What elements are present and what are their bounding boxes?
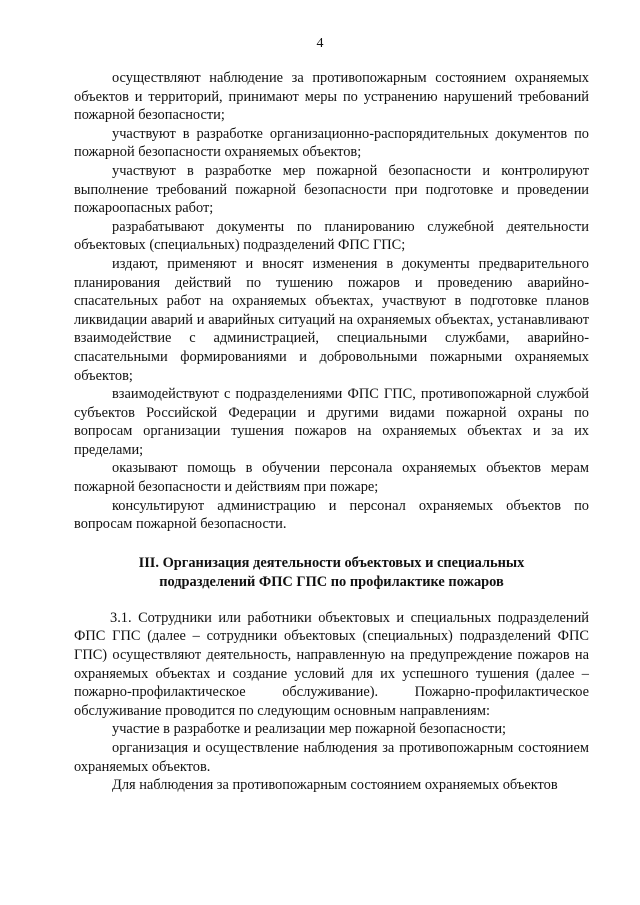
paragraph-organization: организация и осуществление наблюдения за противопожарным состоянием охраняемых объектов. — [74, 740, 589, 775]
paragraph-training-help: оказывают помощь в обучении персонала охраняемых объектов мерам пожарной безопасности и действиям при пожаре; — [74, 460, 589, 496]
paragraph-observation: осуществляют наблюдение за противопожарным состоянием охраняемых объектов и территорий, принимают меры по устранению нарушений требований пожарной безопасности; — [74, 70, 589, 124]
paragraph-3-1: 3.1. Сотрудники или работники объектовых и специальных подразделений ФПС ГПС (далее – сотрудники объектовых (специальных) подразделений ФПС ГПС) осуществляют деятельность, направленную на предупреждение пожаров на охраняемых объектах и создание условий для их успешного тушения (далее – пожарно-профилактическое обслуживание). Пожарно-профилактическое обслуживание проводится по следующим основным направлениям: — [74, 609, 589, 719]
section-heading-line-1: III. Организация деятельности объектовых и специальных — [138, 554, 525, 571]
paragraph-planning-documents: разрабатывают документы по планированию служебной деятельности объектовых (специальных) подразделений ФПС ГПС; — [74, 218, 589, 254]
section-heading — [74, 554, 589, 592]
page-content — [74, 69, 589, 795]
paragraph-interaction: взаимодействуют с подразделениями ФПС ГПС, противопожарной службой субъектов Российской Федерации и другими видами пожарной охраны по вопросам организации тушения пожаров на охраняемых объектах и за их пределами; — [74, 386, 589, 458]
page-number: 4 — [316, 36, 324, 51]
paragraph-participation: участие в разработке и реализации мер пожарной безопасности; — [112, 721, 507, 738]
paragraph-consulting: консультируют администрацию и персонал охраняемых объектов по вопросам пожарной безопасности. — [74, 497, 589, 533]
paragraph-safety-measures: участвуют в разработке мер пожарной безопасности и контролируют выполнение требований пожарной безопасности при подготовке и проведении пожароопасных работ; — [74, 162, 589, 217]
paragraph-org-documents: участвуют в разработке организационно-распорядительных документов по пожарной безопасности охраняемых объектов; — [74, 125, 589, 161]
paragraph-preliminary-planning: издают, применяют и вносят изменения в документы предварительного планирования действий по тушению пожаров и проведению аварийно-спасательных работ на охраняемых объектах, участвуют в подготовке планов ликвидации аварий и аварийных ситуаций на охраняемых объектах, устанавливают взаимодействие с администрацией, специальными службами, аварийно-спасательными формированиями и добровольными пожарными охраняемых объектов; — [74, 255, 589, 384]
paragraph-continuation: Для наблюдения за противопожарным состоянием охраняемых объектов — [112, 777, 558, 794]
section-heading-line-2: подразделений ФПС ГПС по профилактике пожаров — [159, 573, 504, 590]
